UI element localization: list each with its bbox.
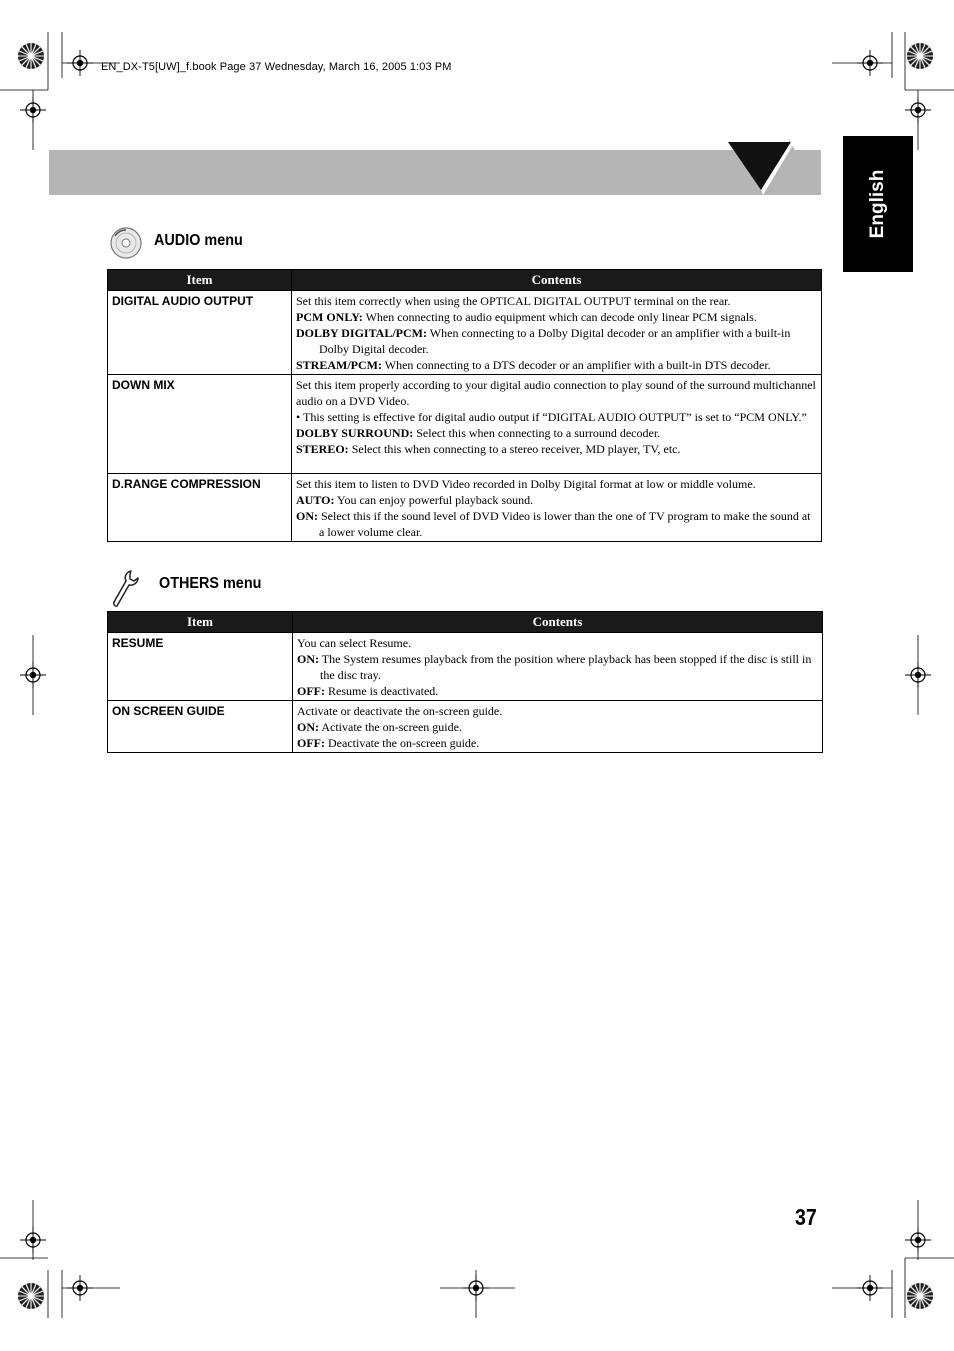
item-contents <box>292 474 822 542</box>
item-intro: Set this item to listen to DVD Video recorded in Dolby Digital format at low or middle volume. <box>296 477 756 491</box>
registration-mark-icon <box>905 662 931 688</box>
option-line: DOLBY SURROUND: Select this when connecting to a surround decoder. <box>296 426 661 440</box>
item-name: DIGITAL AUDIO OUTPUT <box>108 291 292 375</box>
table-row <box>108 633 823 701</box>
option-line: STREAM/PCM: When connecting to a DTS decoder or an amplifier with a built-in DTS decoder. <box>296 358 771 372</box>
item-note: • This setting is effective for digital audio output if “DIGITAL AUDIO OUTPUT” is set to “PCM ONLY.” <box>296 410 807 424</box>
option-line: DOLBY DIGITAL/PCM: When connecting to a Dolby Digital decoder or an amplifier with a built-in Dolby Digital decoder. <box>296 326 791 356</box>
others-menu-title: OTHERS menu <box>159 575 262 592</box>
title-banner <box>49 150 821 195</box>
registration-mark-icon <box>20 97 46 123</box>
sunburst-target-icon <box>907 1283 933 1309</box>
table-row <box>108 474 822 542</box>
sunburst-target-icon <box>907 43 933 69</box>
registration-mark-icon <box>20 1227 46 1253</box>
registration-mark-icon <box>905 1227 931 1253</box>
item-contents <box>293 701 823 753</box>
item-intro: You can select Resume. <box>297 636 412 650</box>
item-intro: Activate or deactivate the on-screen guide. <box>297 704 503 718</box>
item-intro: Set this item properly according to your digital audio connection to play sound of the surround multichannel audio on a DVD Video. <box>296 378 816 408</box>
table-header-row <box>108 612 823 633</box>
others-menu-table <box>107 611 823 753</box>
language-label: English <box>867 169 888 239</box>
registration-mark-icon <box>20 662 46 688</box>
option-line: ON: Activate the on-screen guide. <box>297 720 462 734</box>
option-line: STEREO: Select this when connecting to a stereo receiver, MD player, TV, etc. <box>296 442 681 456</box>
language-tab <box>843 136 913 272</box>
item-contents <box>292 375 822 474</box>
item-name: ON SCREEN GUIDE <box>108 701 293 753</box>
file-header: EN_DX-T5[UW]_f.book Page 37 Wednesday, March 16, 2005 1:03 PM <box>101 61 452 73</box>
item-name: DOWN MIX <box>108 375 292 474</box>
page-number: 37 <box>795 1204 817 1230</box>
audio-menu-table <box>107 269 822 542</box>
registration-mark-icon <box>463 1275 489 1301</box>
item-column-header: Item <box>108 270 292 291</box>
contents-column-header: Contents <box>293 612 823 633</box>
table-row <box>108 375 822 474</box>
option-line: PCM ONLY: When connecting to audio equipment which can decode only linear PCM signals. <box>296 310 757 324</box>
option-line: AUTO: You can enjoy powerful playback sound. <box>296 493 534 507</box>
contents-column-header: Contents <box>292 270 822 291</box>
item-column-header: Item <box>108 612 293 633</box>
item-name: RESUME <box>108 633 293 701</box>
item-contents <box>292 291 822 375</box>
item-name: D.RANGE COMPRESSION <box>108 474 292 542</box>
option-line: ON: Select this if the sound level of DVD Video is lower than the one of TV program to make the sound at a lower volume clear. <box>296 509 811 539</box>
item-intro: Set this item correctly when using the OPTICAL DIGITAL OUTPUT terminal on the rear. <box>296 294 731 308</box>
option-line: ON: The System resumes playback from the position where playback has been stopped if the disc is still in the disc tray. <box>297 652 812 682</box>
disc-icon <box>109 226 143 260</box>
table-row <box>108 291 822 375</box>
option-line: OFF: Resume is deactivated. <box>297 684 439 698</box>
item-contents <box>293 633 823 701</box>
sunburst-target-icon <box>18 1283 44 1309</box>
sunburst-target-icon <box>18 43 44 69</box>
table-header-row <box>108 270 822 291</box>
registration-mark-icon <box>905 97 931 123</box>
audio-menu-title: AUDIO menu <box>154 232 243 249</box>
table-row <box>108 701 823 753</box>
banner-triangle-decoration <box>726 140 826 196</box>
wrench-icon <box>109 569 141 609</box>
option-line: OFF: Deactivate the on-screen guide. <box>297 736 480 750</box>
